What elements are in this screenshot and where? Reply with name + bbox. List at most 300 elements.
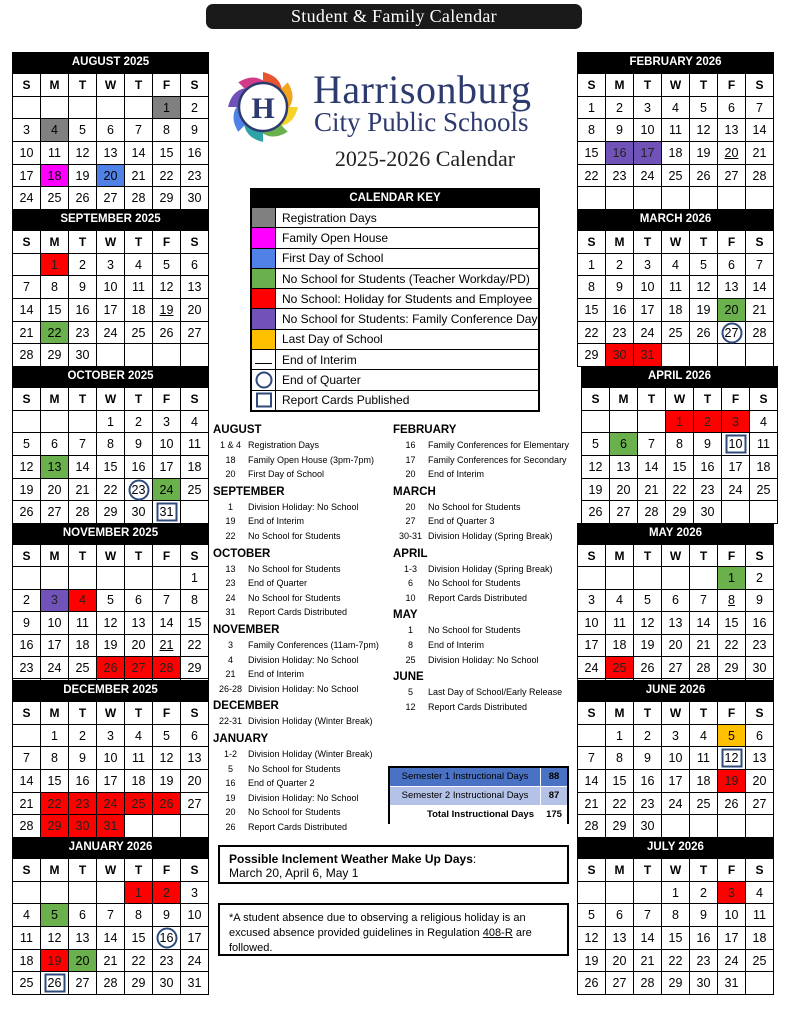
day-number: 14 bbox=[752, 123, 767, 138]
day-number: 2 bbox=[79, 728, 86, 743]
empty-day-cell bbox=[13, 97, 41, 120]
day-cell bbox=[97, 119, 125, 142]
day-cell bbox=[41, 904, 69, 927]
day-number: 30 bbox=[752, 660, 767, 675]
day-cell bbox=[41, 590, 69, 612]
day-number: 10 bbox=[668, 751, 683, 766]
day-number: 24 bbox=[187, 953, 202, 968]
day-number: 1 bbox=[191, 571, 198, 586]
empty-day-cell bbox=[610, 411, 638, 434]
day-cell bbox=[718, 747, 746, 770]
day-cell bbox=[181, 411, 209, 434]
day-cell bbox=[13, 456, 41, 479]
day-cell bbox=[578, 119, 606, 142]
day-number: 28 bbox=[584, 819, 599, 834]
day-number: 21 bbox=[131, 168, 146, 183]
events-right-column bbox=[393, 420, 577, 714]
day-cell bbox=[694, 456, 722, 479]
event-description: Division Holiday (Winter Break) bbox=[248, 716, 373, 727]
weekday-header: W bbox=[97, 74, 125, 97]
event-item bbox=[213, 591, 393, 606]
day-number: 18 bbox=[668, 302, 683, 317]
event-date: 12 bbox=[405, 701, 416, 712]
day-cell bbox=[750, 479, 778, 502]
event-date: 22-31 bbox=[218, 716, 243, 727]
day-cell bbox=[634, 590, 662, 612]
day-cell bbox=[153, 433, 181, 456]
day-number: 4 bbox=[672, 100, 679, 115]
event-date: 27 bbox=[405, 516, 416, 527]
day-cell bbox=[41, 299, 69, 322]
weekday-header: W bbox=[662, 74, 690, 97]
day-number: 29 bbox=[672, 505, 687, 520]
month-title: FEBRUARY 2026 bbox=[577, 52, 774, 73]
day-cell bbox=[578, 254, 606, 277]
day-number: 25 bbox=[75, 660, 90, 675]
day-cell bbox=[125, 254, 153, 277]
day-number: 19 bbox=[588, 482, 603, 497]
day-cell bbox=[662, 322, 690, 345]
day-number: 30 bbox=[131, 505, 146, 520]
day-number: 22 bbox=[584, 168, 599, 183]
day-cell bbox=[69, 725, 97, 748]
day-number: 8 bbox=[191, 593, 198, 608]
day-cell bbox=[606, 254, 634, 277]
day-cell bbox=[746, 567, 774, 589]
weekday-header: S bbox=[578, 231, 606, 254]
month-title: DECEMBER 2025 bbox=[12, 680, 209, 701]
day-cell bbox=[718, 567, 746, 589]
weekday-header: T bbox=[690, 231, 718, 254]
day-cell bbox=[13, 479, 41, 502]
weekday-header: M bbox=[41, 545, 69, 567]
day-cell bbox=[13, 927, 41, 950]
day-number: 14 bbox=[584, 773, 599, 788]
event-description: No School for Students bbox=[248, 592, 341, 603]
day-number: 9 bbox=[79, 280, 86, 295]
day-number: 21 bbox=[584, 796, 599, 811]
day-cell bbox=[690, 972, 718, 995]
day-cell bbox=[125, 479, 153, 502]
event-description: Division Holiday (Spring Break) bbox=[428, 530, 553, 541]
weekday-header: M bbox=[41, 859, 69, 882]
day-number: 10 bbox=[19, 145, 34, 160]
day-number: 12 bbox=[75, 145, 90, 160]
day-number: 3 bbox=[107, 257, 114, 272]
key-label: Report Cards Published bbox=[282, 393, 410, 408]
day-cell bbox=[718, 590, 746, 612]
day-number: 17 bbox=[584, 638, 599, 653]
day-number: 6 bbox=[672, 593, 679, 608]
day-cell bbox=[153, 501, 181, 524]
day-cell bbox=[97, 299, 125, 322]
day-cell bbox=[690, 950, 718, 973]
day-number: 7 bbox=[135, 123, 142, 138]
empty-day-cell bbox=[662, 344, 690, 367]
weekday-header: F bbox=[718, 74, 746, 97]
day-cell bbox=[125, 657, 153, 679]
weekday-header: F bbox=[718, 859, 746, 882]
empty-day-cell bbox=[97, 344, 125, 367]
empty-day-cell bbox=[690, 567, 718, 589]
event-description: End of Quarter bbox=[248, 578, 308, 589]
event-item bbox=[213, 438, 393, 453]
month-september-2025 bbox=[12, 209, 209, 367]
day-cell bbox=[153, 950, 181, 973]
day-cell bbox=[41, 501, 69, 524]
day-number: 11 bbox=[132, 280, 145, 295]
day-cell bbox=[153, 927, 181, 950]
day-number: 14 bbox=[103, 930, 118, 945]
day-cell bbox=[746, 165, 774, 188]
day-number: 2 bbox=[616, 257, 623, 272]
event-item bbox=[213, 805, 393, 820]
note-text: *A student absence due to observing a religious holiday is an excused absence provided guidelines in Regulation bbox=[229, 912, 526, 939]
weekday-header: M bbox=[606, 545, 634, 567]
key-swatch bbox=[252, 289, 276, 308]
day-number: 15 bbox=[103, 459, 118, 474]
key-item-sq bbox=[252, 390, 538, 410]
event-date: 10 bbox=[405, 592, 416, 603]
day-number: 10 bbox=[584, 615, 599, 630]
day-number: 8 bbox=[672, 908, 679, 923]
weekday-header: T bbox=[125, 231, 153, 254]
day-cell bbox=[97, 501, 125, 524]
day-number: 21 bbox=[752, 145, 767, 160]
day-number: 19 bbox=[696, 145, 711, 160]
end-of-quarter-ring bbox=[156, 927, 177, 948]
day-cell bbox=[125, 322, 153, 345]
day-number: 13 bbox=[131, 615, 146, 630]
day-cell bbox=[13, 770, 41, 793]
day-number: 28 bbox=[640, 976, 655, 991]
day-number: 7 bbox=[700, 593, 707, 608]
event-date: 1 bbox=[227, 501, 233, 512]
day-number: 28 bbox=[19, 819, 34, 834]
empty-day-cell bbox=[41, 411, 69, 434]
day-number: 8 bbox=[588, 280, 595, 295]
day-number: 17 bbox=[187, 930, 202, 945]
weekday-header: T bbox=[634, 702, 662, 725]
day-cell bbox=[97, 635, 125, 657]
day-cell bbox=[13, 165, 41, 188]
weekday-header: W bbox=[662, 231, 690, 254]
day-cell bbox=[153, 612, 181, 634]
day-cell bbox=[181, 590, 209, 612]
day-number: 23 bbox=[159, 953, 174, 968]
day-number: 29 bbox=[103, 505, 118, 520]
day-cell bbox=[69, 276, 97, 299]
day-number: 4 bbox=[191, 414, 198, 429]
day-number: 10 bbox=[103, 751, 118, 766]
day-number: 6 bbox=[728, 257, 735, 272]
semester-days-value: 175 bbox=[540, 806, 567, 824]
day-cell bbox=[181, 299, 209, 322]
day-number: 11 bbox=[697, 751, 710, 766]
day-number: 29 bbox=[159, 191, 174, 206]
day-cell bbox=[582, 456, 610, 479]
day-cell bbox=[41, 725, 69, 748]
day-cell bbox=[153, 972, 181, 995]
event-description: No School for Students bbox=[428, 578, 521, 589]
day-number: 26 bbox=[588, 505, 603, 520]
day-number: 14 bbox=[19, 773, 34, 788]
day-cell bbox=[97, 165, 125, 188]
day-number: 26 bbox=[584, 976, 599, 991]
end-of-quarter-ring-icon bbox=[255, 372, 272, 389]
day-number: 16 bbox=[131, 459, 146, 474]
day-cell bbox=[634, 815, 662, 838]
event-date: 16 bbox=[225, 778, 236, 789]
empty-day-cell bbox=[13, 254, 41, 277]
day-number: 10 bbox=[728, 437, 743, 452]
religious-holiday-note bbox=[218, 903, 569, 956]
day-number: 10 bbox=[640, 280, 655, 295]
empty-day-cell bbox=[582, 411, 610, 434]
day-number: 26 bbox=[159, 325, 174, 340]
day-cell bbox=[41, 456, 69, 479]
day-cell bbox=[582, 433, 610, 456]
day-number: 17 bbox=[668, 773, 683, 788]
day-number: 10 bbox=[47, 615, 62, 630]
empty-day-cell bbox=[578, 567, 606, 589]
day-cell bbox=[690, 657, 718, 679]
empty-day-cell bbox=[578, 882, 606, 905]
day-number: 12 bbox=[724, 751, 739, 766]
day-cell bbox=[97, 950, 125, 973]
month-title: APRIL 2026 bbox=[581, 366, 778, 387]
day-number: 13 bbox=[752, 751, 767, 766]
empty-day-cell bbox=[41, 882, 69, 905]
event-date: 24 bbox=[225, 592, 236, 603]
weekday-header: M bbox=[606, 859, 634, 882]
day-number: 28 bbox=[644, 505, 659, 520]
semester-row bbox=[390, 806, 567, 824]
day-cell bbox=[746, 657, 774, 679]
event-date: 21 bbox=[225, 669, 236, 680]
event-description: Report Cards Distributed bbox=[248, 607, 348, 618]
event-description: Family Conferences for Secondary bbox=[428, 454, 567, 465]
day-number: 28 bbox=[696, 660, 711, 675]
day-number: 29 bbox=[47, 348, 62, 363]
day-cell bbox=[694, 501, 722, 524]
event-item bbox=[393, 514, 577, 529]
calendar-key-title: CALENDAR KEY bbox=[252, 190, 538, 207]
report-card-square bbox=[44, 974, 65, 993]
day-number: 23 bbox=[612, 325, 627, 340]
key-label: Registration Days bbox=[282, 210, 377, 225]
day-cell bbox=[41, 612, 69, 634]
day-cell bbox=[718, 254, 746, 277]
day-number: 9 bbox=[756, 593, 763, 608]
month-title: JUNE 2026 bbox=[577, 680, 774, 701]
day-number: 13 bbox=[103, 145, 118, 160]
empty-day-cell bbox=[153, 567, 181, 589]
day-cell bbox=[690, 142, 718, 165]
day-cell bbox=[746, 635, 774, 657]
weekday-header: F bbox=[718, 545, 746, 567]
day-cell bbox=[634, 635, 662, 657]
day-number: 7 bbox=[23, 280, 30, 295]
day-number: 16 bbox=[700, 459, 715, 474]
event-item bbox=[213, 453, 393, 468]
semester-row bbox=[390, 768, 567, 787]
day-cell bbox=[97, 972, 125, 995]
semester-days-value: 87 bbox=[540, 787, 567, 805]
empty-day-cell bbox=[181, 815, 209, 838]
event-description: No School for Students bbox=[248, 563, 341, 574]
weekday-header: F bbox=[153, 74, 181, 97]
empty-day-cell bbox=[125, 815, 153, 838]
event-item bbox=[213, 576, 393, 591]
day-cell bbox=[606, 657, 634, 679]
event-item bbox=[393, 529, 577, 544]
weekday-header: T bbox=[690, 702, 718, 725]
day-number: 23 bbox=[612, 168, 627, 183]
day-cell bbox=[606, 97, 634, 120]
day-cell bbox=[578, 950, 606, 973]
day-number: 27 bbox=[724, 325, 739, 340]
day-number: 25 bbox=[756, 482, 771, 497]
day-number: 9 bbox=[23, 615, 30, 630]
day-number: 2 bbox=[163, 885, 170, 900]
event-item bbox=[393, 638, 577, 653]
day-cell bbox=[13, 635, 41, 657]
day-cell bbox=[41, 344, 69, 367]
day-number: 6 bbox=[728, 100, 735, 115]
day-cell bbox=[153, 276, 181, 299]
day-number: 7 bbox=[756, 100, 763, 115]
day-number: 2 bbox=[79, 257, 86, 272]
empty-day-cell bbox=[69, 97, 97, 120]
day-cell bbox=[662, 972, 690, 995]
day-cell bbox=[97, 433, 125, 456]
day-cell bbox=[97, 904, 125, 927]
day-cell bbox=[662, 635, 690, 657]
day-cell bbox=[41, 142, 69, 165]
day-cell bbox=[13, 433, 41, 456]
instructional-days-table bbox=[388, 766, 569, 824]
key-swatch bbox=[252, 309, 276, 328]
day-cell bbox=[746, 793, 774, 816]
day-cell bbox=[125, 411, 153, 434]
weekday-header: W bbox=[666, 388, 694, 411]
event-item bbox=[213, 467, 393, 482]
day-number: 8 bbox=[51, 751, 58, 766]
empty-day-cell bbox=[718, 815, 746, 838]
weekday-header: M bbox=[41, 702, 69, 725]
event-description: First Day of School bbox=[248, 469, 325, 480]
day-cell bbox=[718, 950, 746, 973]
day-cell bbox=[690, 927, 718, 950]
day-cell bbox=[606, 747, 634, 770]
day-cell bbox=[606, 904, 634, 927]
day-number: 16 bbox=[19, 638, 34, 653]
day-cell bbox=[722, 433, 750, 456]
day-cell bbox=[606, 927, 634, 950]
day-number: 11 bbox=[48, 145, 61, 160]
event-date: 31 bbox=[225, 607, 236, 618]
weekday-header: T bbox=[690, 74, 718, 97]
event-item bbox=[213, 714, 393, 729]
day-number: 8 bbox=[51, 280, 58, 295]
event-date: 22 bbox=[225, 530, 236, 541]
day-number: 15 bbox=[187, 615, 202, 630]
day-number: 13 bbox=[612, 930, 627, 945]
day-cell bbox=[181, 972, 209, 995]
day-number: 21 bbox=[19, 325, 34, 340]
month-title: JULY 2026 bbox=[577, 837, 774, 858]
day-cell bbox=[634, 927, 662, 950]
day-number: 22 bbox=[47, 796, 62, 811]
event-description: Registration Days bbox=[248, 440, 320, 450]
day-number: 6 bbox=[135, 593, 142, 608]
day-number: 27 bbox=[187, 325, 202, 340]
day-cell bbox=[722, 411, 750, 434]
day-number: 5 bbox=[51, 908, 58, 923]
day-number: 23 bbox=[700, 482, 715, 497]
empty-day-cell bbox=[125, 97, 153, 120]
day-cell bbox=[125, 276, 153, 299]
event-item bbox=[213, 514, 393, 529]
event-item bbox=[393, 653, 577, 668]
event-date: 26-28 bbox=[218, 683, 243, 694]
day-cell bbox=[153, 142, 181, 165]
event-month-heading: SEPTEMBER bbox=[213, 485, 285, 498]
day-number: 3 bbox=[728, 885, 735, 900]
day-number: 6 bbox=[51, 437, 58, 452]
day-number: 2 bbox=[700, 885, 707, 900]
day-cell bbox=[750, 411, 778, 434]
day-cell bbox=[690, 590, 718, 612]
day-number: 1 bbox=[107, 414, 114, 429]
day-number: 14 bbox=[159, 615, 174, 630]
regulation-link[interactable]: 408-R bbox=[482, 927, 513, 939]
day-cell bbox=[125, 747, 153, 770]
day-number: 28 bbox=[131, 191, 146, 206]
day-cell bbox=[578, 972, 606, 995]
day-number: 27 bbox=[187, 796, 202, 811]
weekday-header: F bbox=[153, 388, 181, 411]
event-item bbox=[393, 623, 577, 638]
day-cell bbox=[606, 635, 634, 657]
day-cell bbox=[125, 142, 153, 165]
day-cell bbox=[718, 972, 746, 995]
day-cell bbox=[662, 97, 690, 120]
day-number: 14 bbox=[19, 302, 34, 317]
day-cell bbox=[41, 433, 69, 456]
day-cell bbox=[634, 142, 662, 165]
day-cell bbox=[718, 657, 746, 679]
empty-day-cell bbox=[662, 187, 690, 210]
day-number: 16 bbox=[187, 145, 202, 160]
empty-day-cell bbox=[41, 567, 69, 589]
day-cell bbox=[13, 612, 41, 634]
day-cell bbox=[634, 904, 662, 927]
day-number: 3 bbox=[588, 593, 595, 608]
event-item bbox=[213, 562, 393, 577]
day-cell bbox=[13, 657, 41, 679]
day-cell bbox=[69, 299, 97, 322]
day-cell bbox=[666, 501, 694, 524]
day-number: 22 bbox=[612, 796, 627, 811]
day-cell bbox=[638, 501, 666, 524]
weekday-header: S bbox=[181, 859, 209, 882]
day-number: 1 bbox=[135, 885, 142, 900]
day-cell bbox=[13, 815, 41, 838]
day-number: 23 bbox=[696, 953, 711, 968]
day-cell bbox=[13, 793, 41, 816]
